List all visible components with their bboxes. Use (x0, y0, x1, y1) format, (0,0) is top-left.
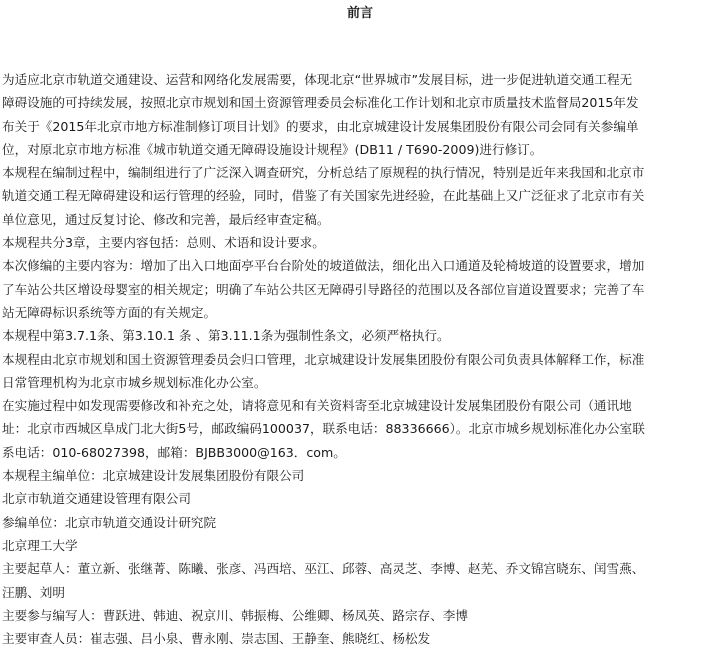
body-line: 了车站公共区增设母婴室的相关规定；明确了车站公共区无障碍引导路径的范围以及各部位盲道设置要求；完善了车 (2, 281, 645, 297)
body-line: 本规程由北京市规划和国土资源管理委员会归口管理，北京城建设计发展集团股份有限公司负责具体解释工作，标准 (2, 351, 645, 367)
body-line: 本规程中第3.7.1条、第3.10.1 条 、第3.11.1条为强制性条文，必须严格执行。 (2, 328, 450, 344)
title-spacer (2, 24, 718, 68)
body-line: 为适应北京市轨道交通建设、运营和网络化发展需要，体现北京“世界城市”发展目标，进一步促进轨道交通工程无 (2, 72, 633, 87)
body-line: 障碍设施的可持续发展，按照北京市规划和国土资源管理委员会标准化工作计划和北京市质量技术监督局2015年发 (2, 95, 639, 111)
body-line: 日常管理机构为北京市城乡规划标准化办公室。 (2, 374, 267, 390)
body-line: 北京理工大学 (2, 537, 78, 553)
body-line: 汪鹏、刘明 (2, 584, 65, 600)
body-line: 单位意见，通过反复讨论、修改和完善，最后经审查定稿。 (2, 211, 330, 227)
body-line: 主要参与编写人：曹跃进、韩迪、祝京川、韩振梅、公维卿、杨凤英、路宗存、李博 (2, 607, 468, 623)
document-body (2, 68, 718, 650)
body-line: 北京市轨道交通建设管理有限公司 (2, 491, 191, 507)
body-line: 位，对原北京市地方标准《城市轨道交通无障碍设施设计规程》(DB11 / T690-2009)进行修订。 (2, 141, 543, 157)
body-line: 主要审查人员：崔志强、吕小泉、曹永刚、崇志国、王静奎、熊晓红、杨松发 (2, 631, 431, 647)
body-line: 本规程主编单位：北京城建设计发展集团股份有限公司 (2, 468, 305, 484)
body-line: 本规程在编制过程中，编制组进行了广泛深入调查研究，分析总结了原规程的执行情况，特别是近年来我国和北京市 (2, 165, 645, 181)
body-line: 本规程共分3章，主要内容包括：总则、术语和设计要求。 (2, 235, 325, 251)
document-title: 前言 (346, 6, 373, 21)
body-line: 本次修编的主要内容为：增加了出入口地面亭平台台阶处的坡道做法，细化出入口通道及轮椅坡道的设置要求，增加 (2, 258, 645, 274)
body-line: 在实施过程中如发现需要修改和补充之处，请将意见和有关资料寄至北京城建设计发展集团股份有限公司（通讯地 (2, 398, 632, 414)
body-line: 系电话：010-68027398，邮箱：BJBB3000@163．com。 (2, 444, 346, 460)
body-line: 站无障碍标识系统等方面的有关规定。 (2, 304, 217, 320)
body-line: 轨道交通工程无障碍建设和运行管理的经验，同时，借鉴了有关国家先进经验，在此基础上又广泛征求了北京市有关 (2, 188, 645, 204)
body-line: 布关于《2015年北京市地方标准制修订项目计划》的要求，由北京城建设计发展集团股份有限公司会同有关参编单 (2, 118, 639, 134)
body-line: 址：北京市西城区阜成门北大街5号，邮政编码100037，联系电话：88336666）。北京市城乡规划标准化办公室联 (2, 421, 645, 437)
body-line: 参编单位：北京市轨道交通设计研究院 (2, 514, 217, 530)
body-line: 主要起草人：董立新、张继菁、陈曦、张彦、冯西培、巫江、邱蓉、高灵芝、李博、赵芜、乔文锦宫晓东、闰雪燕、 (2, 561, 645, 577)
